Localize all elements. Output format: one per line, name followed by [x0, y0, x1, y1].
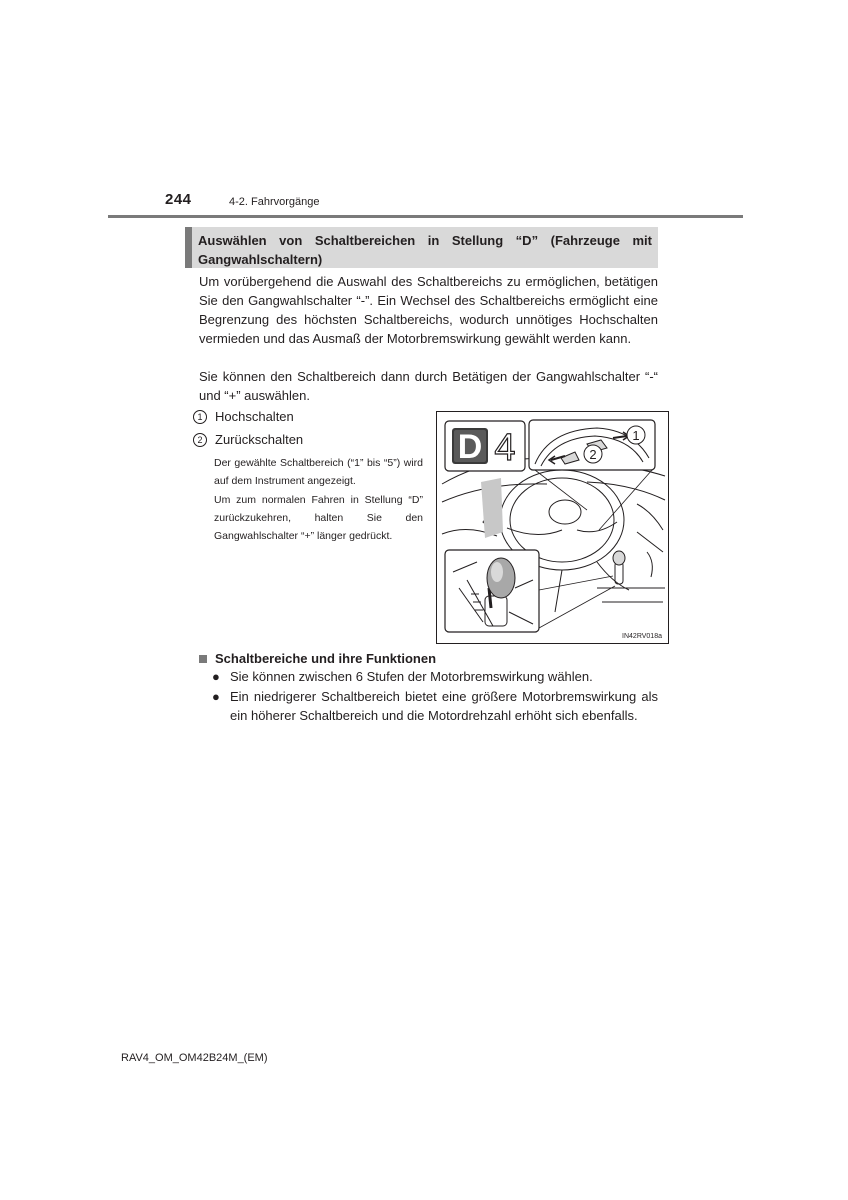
shift-lever-inset: [445, 550, 539, 632]
function-bullet-1: [212, 667, 658, 686]
functions-heading: [199, 650, 436, 668]
display-gear-number: 4: [494, 427, 516, 469]
note-return: Um zum normalen Fahren in Stellung “D” zurückzukehren, halten Sie den Gangwahlschalter “+” länger gedrückt.: [214, 494, 423, 542]
shift-illustration: [436, 411, 669, 644]
footer-code: RAV4_OM_OM42B24M_(EM): [121, 1052, 268, 1064]
page-number: 244: [165, 191, 192, 208]
step-upshift: [193, 408, 294, 426]
shift-illustration-drawing: [437, 412, 668, 643]
function-bullet-1-text: Sie können zwischen 6 Stufen der Motorbremswirkung wählen.: [230, 669, 593, 684]
square-bullet-icon: [199, 655, 207, 663]
step-number-1: 1: [193, 410, 207, 424]
note-display: Der gewählte Schaltbereich (“1” bis “5”) wird auf dem Instrument angezeigt.: [214, 457, 423, 487]
bullet-dot-icon: ●: [212, 669, 220, 684]
bullet-dot-icon: ●: [212, 689, 220, 704]
function-bullet-2: [212, 687, 658, 725]
functions-heading-text: Schaltbereiche und ihre Funktionen: [215, 651, 437, 666]
intro-paragraph-1: Um vorübergehend die Auswahl des Schaltbereichs zu ermöglichen, betätigen Sie den Gangwahlschalter “-”. Ein Wechsel des Schaltbereichs ermöglicht eine Begrenzung des höchsten Schaltbereichs, wodurch unnötiges Hochschalten vermieden und das Ausmaß der Motorbremswirkung gewählt werden kann.: [199, 274, 658, 346]
step-label-upshift: Hochschalten: [215, 409, 294, 424]
header-rule: [108, 215, 743, 218]
step-downshift: [193, 431, 303, 449]
figure-code: IN42RV018a: [622, 633, 662, 640]
step-number-2: 2: [193, 433, 207, 447]
display-gear-letter: D: [457, 428, 483, 466]
callout-2-label: 2: [589, 447, 597, 462]
step-label-downshift: Zurückschalten: [215, 432, 304, 447]
callout-1-label: 1: [632, 428, 640, 443]
section-label: 4-2. Fahrvorgänge: [229, 196, 320, 208]
function-bullet-2-text: Ein niedrigerer Schaltbereich bietet eine größere Motorbremswirkung als ein höherer Schaltbereich und die Motordrehzahl erhöht sich ebenfalls.: [230, 689, 658, 723]
section-heading: Auswählen von Schaltbereichen in Stellung “D” (Fahrzeuge mit Gangwahlschaltern): [185, 227, 658, 268]
intro-paragraph-2: Sie können den Schaltbereich dann durch Betätigen der Gangwahlschalter “-“ und “+” auswählen.: [199, 369, 658, 403]
